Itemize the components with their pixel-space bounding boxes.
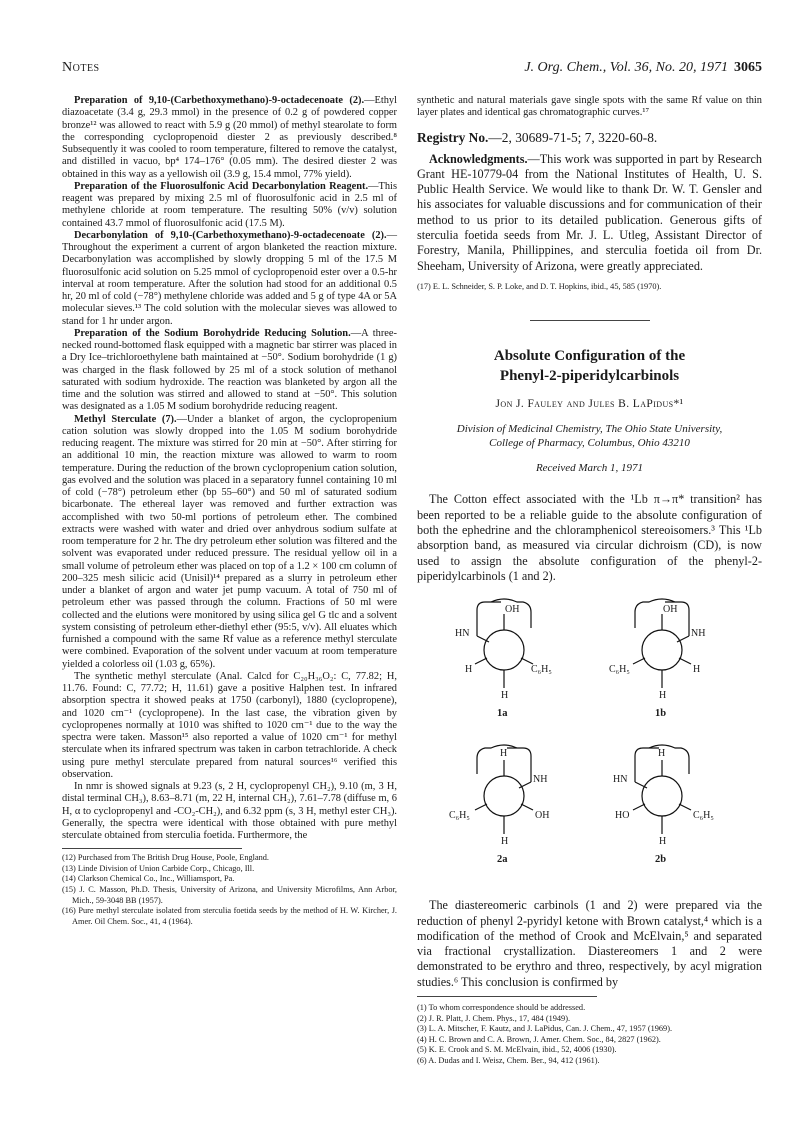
footnote-rule [62,848,242,849]
paragraph-sterculate [62,414,397,671]
left-column [62,95,397,927]
label-bottom-right: H [693,664,701,676]
structure-caption: 2b [655,854,667,866]
label-bottom-left: HO [615,810,630,822]
article-separator [530,320,650,321]
footnote: (4) H. C. Brown and C. A. Brown, J. Amer. Chem. Soc., 84, 2827 (1962). [417,1034,661,1044]
label-bottom-right: C₆H₅ [693,810,714,822]
affiliation [417,422,762,450]
ack-heading: Acknowledgments. [429,151,528,166]
label-bottom: H [659,836,667,848]
paragraph-intro: The Cotton effect associated with the ¹Lb π→π* transition² has been reported to be a reliable guide to the absolute configuration of both the ephedrine and the chloramphenicol stereoisomers.³ This ¹Lb absorption band, as measured via circular dichroism (CD), is now used to assign the absolute configuration of the phenyl-2-piperidylcarbinols (1 and 2). [417,492,762,583]
ack-text: —This work was supported in part by Research Grant HE-10779-04 from the National Institutes of Health, U. S. Public Health Service. We would like to thank Dr. W. T. Gensler and his associates for valuable discussions and for communication of their method to us prior to its detailed publication. Generous gifts of sterculia foetida seeds from Mr. J. L. Utleg, Assistant Director of Forestry, Manila, Phillippines, and sterculia foetida oil from Dr. Sheeham, University of Arizona, were greatly appreciated. [417,151,762,273]
acknowledgments [417,152,762,274]
received-date: Received March 1, 1971 [535,462,644,475]
footnote: (13) Linde Division of Union Carbide Corp., Chicago, Ill. [62,863,255,873]
registry-numbers [417,130,762,146]
heading-borohydride: Preparation of the Sodium Borohydride Reducing Solution. [74,327,351,339]
footnote: (5) K. E. Crook and S. M. McElvain, ibid., 52, 4006 (1930). [417,1045,617,1055]
paragraph-nmr: In nmr is showed signals at 9.23 (s, 2 H, cyclopropenyl CH₂), 9.10 (m, 3 H, distal terminal CH₃), 8.63–8.71 (m, 22 H, internal CH₂), 7.61–7.78 (diffuse m, 6 H, α to cyclopropenyl and -CO₂-CH₂), and 6.32 ppm (s, 3 H, methyl ester CH₃). Generally, the spectra were identical with those obtained with pure methyl sterculate obtained from sterculia foetida. Furthermore, the [62,781,397,841]
label-bottom: H [501,690,509,702]
label-bottom-left: H [465,664,473,676]
page-number: 3065 [734,60,762,75]
heading-diester: Preparation of 9,10-(Carbethoxymethano)-9-octadecenoate (2). [74,95,365,106]
journal-name: J. Org. Chem., Vol. 36, No. 20, 1971 [524,60,728,75]
page-header [62,60,762,80]
text-reagent: —This reagent was prepared by mixing 2.5 ml of fluorosulfonic acid in 2.5 ml of methylene chloride at room temperature. The resulting 50% (v/v) solution contained 43.7 mmol of fluorosulfonic acid (17.5 M). [62,180,397,229]
label-left: HN [455,628,470,640]
label-left: HN [613,774,628,786]
structure-2a [439,738,569,878]
label-bottom: H [659,690,667,702]
structure-1b [597,592,727,732]
footnote: (15) J. C. Masson, Ph.D. Thesis, University of Arizona, and University Microfilms, Ann Arbor, Mich., 59-3048 BB (1957). [62,885,397,905]
structure-caption: 2a [497,854,508,866]
footnote: (14) Clarkson Chemical Co., Inc., Williamsport, Pa. [62,874,235,884]
label-top: H [500,748,508,760]
heading-decarbonylation: Decarbonylation of 9,10-(Carbethoxymethano)-9-octadecenoate (2). [74,229,387,241]
affiliation-line: College of Pharmacy, Columbus, Ohio 43210 [489,437,690,450]
paragraph-carbinols: The diastereomeric carbinols (1 and 2) were prepared via the reduction of phenyl 2-pyridyl ketone with Brown catalyst,⁴ which is a modification of the method of Crook and McElvain,⁵ and separated via fractional crystallization. Diastereomers 1 and 2 were demonstrated to be erythro and threo, respectively, by acyl migration studies.⁶ This conclusion is confirmed by [417,898,762,989]
footnote: (3) L. A. Mitscher, F. Kautz, and J. LaPidus, Can. J. Chem., 47, 1957 (1969). [417,1024,673,1034]
footnote: (12) Purchased from The British Drug House, Poole, England. [62,853,270,863]
label-bottom-left: C₆H₅ [609,664,630,676]
heading-reagent: Preparation of the Fluorosulfonic Acid Decarbonylation Reagent. [74,180,369,192]
text-sterculate: —Under a blanket of argon, the cyclopropenium cation solution was slowly dropped into the 1.05 M sodium borohydride reducing reagent. The mixture was stirred for 20 min at −50°. After stirring for an additional 10 min, the reaction mixture was allowed to warm to room temperature. During the reduction of the brown cyclopropenium cation solution, gas evolved and the solution was placed in a separatory funnel containing 10 ml of cold (−78°) petroleum ether (bp 55–60°) and 50 ml of saturated sodium bicarbonate. The ethereal layer was removed and further extraction was accomplished with two 50-ml portions of petroleum ether. The combined extracts were washed with water and dried over anhydrous sodium sulfate at room temperature for 2 hr. The dry petroleum ether solution was filtered and the solvent was evaporated under reduced pressure. The residual yellow oil in a small volume of petroleum ether was placed on top of a 1.2 × 100 cm column of 200–325 mesh silicic acid (Unisil)¹⁴ prepared as a slurry in petroleum ether under a blanket of argon and water jet pump vacuum. A total of 750 ml of petroleum ether was passed through the column. Fractions of 50 ml were collected and the elutions were monitored by using silica gel G tlc and a solvent system consisting of petroleum ether-diethyl ether (95:5, v/v). All eluates which furnished a compound with the same Rf value as a reference methyl sterculate were combined. Evaporation of the solvent under vacuum at room temperature yielded a colorless oil (1.03 g, 65%). [62,413,398,670]
paragraph-decarbonylation [62,230,397,328]
title-line: Absolute Configuration of the [493,348,686,365]
journal-citation [524,60,762,76]
structure-2b [597,738,727,878]
paragraph-borohydride [62,328,397,414]
paragraph-reagent [62,181,397,230]
text-borohydride: —A three-necked round-bottomed flask equipped with a magnetic bar stirrer was placed in a Dry Ice–trichloroethylene bath maintained at −50°. Sodium borohydride (1 g) was charged in the flask followed by 25 ml of a stock solution of methanol saturated with sodium hydroxide. The reaction was blanketed by argon all the time and the solution was stirred and allowed to stand at −50°. This solution was designated as a 1.05 M sodium borohydride reducing reagent. [62,327,397,413]
section-label: Notes [62,60,100,75]
label-top: OH [505,604,520,616]
label-top: OH [663,604,678,616]
structure-figure [417,592,762,898]
label-right: NH [691,628,706,640]
structure-1a [439,592,569,732]
registry-text: —2, 30689-71-5; 7, 3220-60-8. [488,129,658,145]
paragraph-analysis: The synthetic methyl sterculate (Anal. Calcd for C₂₀H₃₆O₂: C, 77.82; H, 11.76. Found: C, 77.72; H, 11.61) gave a positive Halphen test. In infrared absorption spectra it showed peaks at 1750 (carbonyl), 1880 (cyclopropene), and 1020 cm⁻¹ (cyclopropene). In the last case, the vibration given by cyclopropenes normally at 1010 was shifted to 1020 cm⁻¹ due to the way the spectra were taken. Masson¹⁵ also reported a value of 1020 cm⁻¹ for methyl sterculate when its infrared spectrum was taken in carbon tetrachloride. A check using pure methyl sterculate prepared from natural sources¹⁶ verified this observation. [62,670,397,780]
heading-sterculate: Methyl Sterculate (7). [74,413,177,425]
text-diester: —Ethyl diazoacetate (3.4 g, 29.3 mmol) in the presence of 0.2 g of powdered copper bronze¹² was allowed to react with 5.9 g (20 mmol) of methyl stearolate to form the corresponding cyclopropenoid diester 2 as previously described.⁸ Subsequently it was cooled to room temperature, filtered to remove the catalyst, and distilled in vacuo, bp⁴ 174–176° (0.05 mm). The desired diester 2 was obtained in this way as a yellowish oil (3.9 g, 15.4 mmol, 77% yield). [62,95,397,180]
paragraph-diester [62,95,397,181]
footnotes-right [417,1003,762,1067]
footnotes-left [62,853,397,927]
structure-caption: 1b [655,708,667,720]
label-bottom-right: OH [535,810,550,822]
authors: Jon J. Fauley and Jules B. LaPidus*¹ [495,398,684,411]
right-column [417,95,762,1067]
footnote-rule [417,996,597,997]
label-top: H [658,748,666,760]
label-bottom-left: C₆H₅ [449,810,470,822]
label-bottom-right: C₆H₅ [531,664,552,676]
footnote: (1) To whom correspondence should be addressed. [417,1003,586,1013]
footnote: (6) A. Dudas and I. Weisz, Chem. Ber., 94, 412 (1961). [417,1056,600,1065]
registry-label: Registry No. [417,129,489,145]
label-right: NH [533,774,548,786]
title-line: Phenyl-2-piperidylcarbinols [499,367,680,384]
footnote: (2) J. R. Platt, J. Chem. Phys., 17, 484 (1949). [417,1013,571,1023]
paragraph-continuation: synthetic and natural materials gave single spots with the same Rf value on thin layer plates and identical gas chromatographic curves.¹⁷ [417,95,762,119]
affiliation-line: Division of Medicinal Chemistry, The Ohio State University, [456,423,723,436]
text-decarbonylation: —Throughout the experiment a current of argon blanketed the reaction mixture. Decarbonylation was accomplished by slowly dropping 5 ml of the 17.5 M fluorosulfonic acid solution on 5.25 mmol of cyclopropenoid ester over a 0.5-hr interval at room temperature. After the solution had stood for an additional 0.5 hr, 20 ml of cold (−78°) methylene chloride was added and 5 g of type 4A or 5A molecular sieves.¹³ The cold solution with the molecular sieves was allowed to stand for 1 hr under argon. [62,229,397,327]
structure-caption: 1a [497,708,508,720]
article-title [417,347,762,386]
footnote: (17) E. L. Schneider, S. P. Loke, and D. T. Hopkins, ibid., 45, 585 (1970). [417,281,662,291]
footnote: (16) Pure methyl sterculate isolated from sterculia foetida seeds by the method of H. W. Kircher, J. Amer. Oil Chem. Soc., 41, 4 (1964). [62,906,397,926]
label-bottom: H [501,836,509,848]
